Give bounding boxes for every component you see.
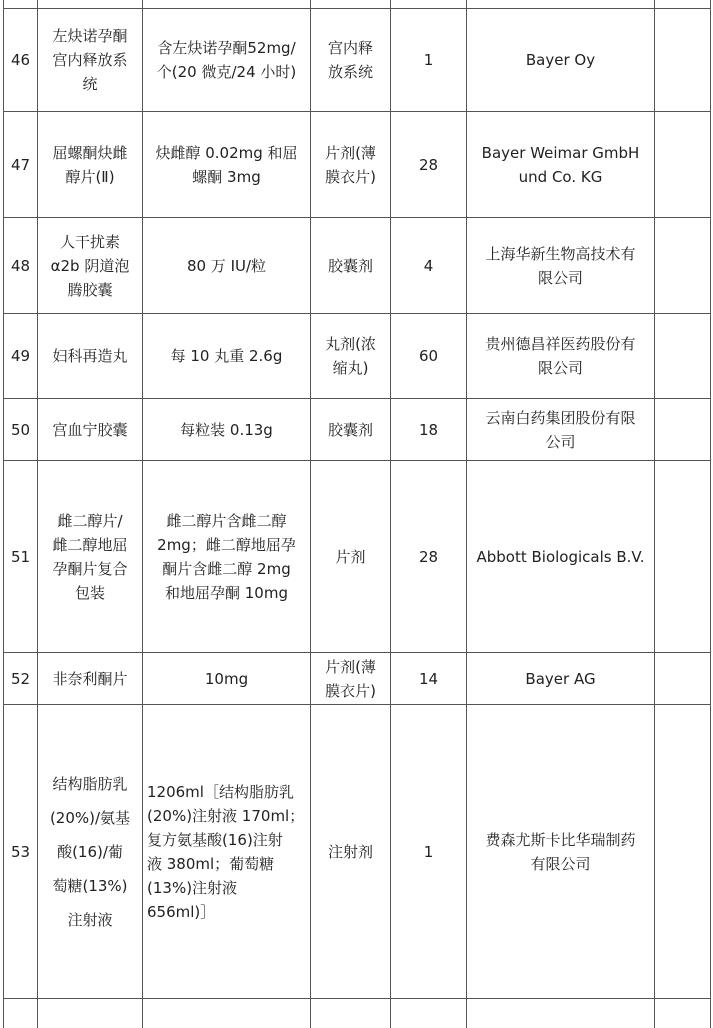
- cell-text-line: 60: [418, 347, 439, 365]
- cell-maker: [467, 461, 654, 652]
- cell-maker: [467, 314, 654, 398]
- cell-maker: [467, 705, 654, 998]
- cell-text-line: 胶囊剂: [327, 420, 373, 439]
- cell-qty: [391, 653, 466, 704]
- cell-text-line: 46: [10, 51, 31, 69]
- cell-name: [38, 218, 142, 313]
- cell-text-line: 萄糖(13%): [52, 876, 128, 895]
- table-column-divider: [710, 0, 711, 1028]
- cell-text-line: 螺酮 3mg: [192, 167, 261, 186]
- cell-text-line: 28: [418, 155, 439, 174]
- cell-form: [311, 461, 390, 652]
- cell-text-line: 限公司: [537, 268, 583, 287]
- cell-text-line: 左炔诺孕酮: [52, 27, 128, 45]
- cell-text-line: 和地屈孕酮 10mg: [165, 583, 288, 602]
- cell-text-line: Bayer Oy: [525, 51, 596, 69]
- cell-name: [38, 112, 142, 217]
- cell-text-line: 注射剂: [327, 842, 373, 861]
- cell-text-line: 1: [423, 51, 434, 69]
- cell-text-line: 含左炔诺孕酮52mg/: [157, 39, 296, 57]
- cell-name: [38, 461, 142, 652]
- cell-text-line: (20%)注射液 170ml；: [147, 806, 305, 825]
- cell-text-line: 酸(16)/葡: [57, 842, 123, 861]
- cell-qty: [391, 399, 466, 460]
- cell-form: [311, 399, 390, 460]
- cell-text-line: 10mg: [204, 669, 249, 688]
- cell-text-line: 2mg；雌二醇地屈孕: [157, 535, 296, 554]
- cell-text-line: 注射液: [67, 910, 113, 929]
- cell-spec: [143, 461, 310, 652]
- cell-text-line: 膜衣片): [325, 167, 376, 186]
- cell-text-line: 酮片含雌二醇 2mg: [162, 559, 291, 578]
- cell-text-line: 宫内释: [327, 39, 373, 57]
- cell-text-line: 片剂(薄: [325, 143, 376, 162]
- cell-text-line: 雌二醇片/: [57, 511, 123, 530]
- cell-name: [38, 399, 142, 460]
- cell-text-line: 1206ml［结构脂肪乳: [147, 782, 294, 801]
- cell-no: [4, 9, 37, 111]
- cell-text-line: 雌二醇地屈: [52, 535, 128, 554]
- cell-name: [38, 9, 142, 111]
- cell-text-line: 缩丸): [332, 359, 369, 377]
- cell-text-line: 1: [423, 842, 434, 861]
- cell-text-line: 屈螺酮炔雌: [52, 143, 128, 162]
- cell-text-line: 宫内释放系: [52, 51, 128, 69]
- cell-text-line: 个(20 微克/24 小时): [156, 63, 297, 81]
- cell-spec: [143, 218, 310, 313]
- cell-text-line: Bayer AG: [525, 669, 596, 688]
- cell-form: [311, 653, 390, 704]
- cell-name: [38, 314, 142, 398]
- cell-text-line: 统: [82, 75, 98, 93]
- cell-text-line: 80 万 IU/粒: [186, 256, 267, 275]
- cell-text-line: und Co. KG: [518, 167, 603, 186]
- cell-text-line: 丸剂(浓: [325, 335, 376, 353]
- cell-text-line: 片剂: [335, 547, 366, 566]
- cell-text-line: 有限公司: [530, 854, 591, 873]
- cell-maker: [467, 9, 654, 111]
- cell-spec: [143, 112, 310, 217]
- cell-no: [4, 705, 37, 998]
- cell-spec: [143, 399, 310, 460]
- cell-text-line: 50: [10, 420, 31, 439]
- cell-text-line: 公司: [545, 432, 576, 451]
- cell-no: [4, 218, 37, 313]
- cell-text-line: Bayer Weimar GmbH: [481, 143, 640, 162]
- cell-spec: [143, 314, 310, 398]
- cell-qty: [391, 461, 466, 652]
- cell-form: [311, 9, 390, 111]
- cell-text-line: Abbott Biologicals B.V.: [476, 547, 645, 566]
- cell-maker: [467, 653, 654, 704]
- cell-text-line: 腾胶囊: [67, 280, 113, 299]
- cell-text-line: (20%)/氨基: [49, 808, 131, 827]
- cell-text-line: 每 10 丸重 2.6g: [170, 347, 283, 365]
- cell-no: [4, 653, 37, 704]
- cell-text-line: α2b 阴道泡: [50, 256, 130, 275]
- cell-spec: [143, 705, 310, 998]
- cell-qty: [391, 9, 466, 111]
- cell-name: [38, 705, 142, 998]
- cell-no: [4, 461, 37, 652]
- cell-text-line: 妇科再造丸: [52, 347, 128, 365]
- cell-text-line: 14: [418, 669, 439, 688]
- cell-form: [311, 705, 390, 998]
- cell-text-line: 贵州德昌祥医药股份有: [485, 335, 636, 353]
- cell-spec: [143, 653, 310, 704]
- cell-text-line: 炔雌醇 0.02mg 和屈: [155, 143, 298, 162]
- cell-text-line: 4: [423, 256, 434, 275]
- cell-text-line: 孕酮片复合: [52, 559, 128, 578]
- cell-spec: [143, 9, 310, 111]
- table-column-divider: [654, 0, 655, 1028]
- cell-text-line: 结构脂肪乳: [52, 774, 128, 793]
- cell-text-line: 放系统: [327, 63, 373, 81]
- cell-qty: [391, 112, 466, 217]
- cell-text-line: (13%)注射液: [147, 878, 238, 897]
- cell-form: [311, 314, 390, 398]
- cell-qty: [391, 705, 466, 998]
- cell-text-line: 52: [10, 669, 31, 688]
- cell-text-line: 上海华新生物高技术有: [485, 244, 636, 263]
- cell-text-line: 47: [10, 155, 31, 174]
- cell-text-line: 656ml)］: [147, 902, 216, 921]
- cell-no: [4, 314, 37, 398]
- cell-text-line: 费森尤斯卡比华瑞制药: [485, 830, 636, 849]
- cell-text-line: 人干扰素: [59, 232, 120, 251]
- cell-text-line: 云南白药集团股份有限: [485, 408, 636, 427]
- cell-maker: [467, 399, 654, 460]
- cell-maker: [467, 112, 654, 217]
- cell-text-line: 49: [10, 347, 31, 365]
- cell-text-line: 雌二醇片含雌二醇: [166, 511, 287, 530]
- cell-no: [4, 399, 37, 460]
- cell-text-line: 宫血宁胶囊: [52, 420, 128, 439]
- cell-text-line: 胶囊剂: [327, 256, 373, 275]
- cell-text-line: 48: [10, 256, 31, 275]
- cell-text-line: 液 380ml；葡萄糖: [147, 854, 275, 873]
- cell-text-line: 片剂(薄: [325, 657, 376, 676]
- cell-text-line: 每粒装 0.13g: [180, 420, 273, 439]
- cell-qty: [391, 218, 466, 313]
- cell-text-line: 复方氨基酸(16)注射: [147, 830, 283, 849]
- table-row-divider: [3, 998, 710, 999]
- cell-qty: [391, 314, 466, 398]
- cell-text-line: 53: [10, 842, 31, 861]
- cell-name: [38, 653, 142, 704]
- cell-text-line: 膜衣片): [325, 681, 376, 700]
- cell-no: [4, 112, 37, 217]
- cell-text-line: 包装: [74, 583, 105, 602]
- cell-text-line: 28: [418, 547, 439, 566]
- cell-text-line: 51: [10, 547, 31, 566]
- cell-form: [311, 112, 390, 217]
- cell-text-line: 限公司: [537, 359, 583, 377]
- cell-form: [311, 218, 390, 313]
- cell-text-line: 醇片(Ⅱ): [65, 167, 115, 186]
- cell-text-line: 非奈利酮片: [52, 669, 128, 688]
- cell-text-line: 18: [418, 420, 439, 439]
- cell-maker: [467, 218, 654, 313]
